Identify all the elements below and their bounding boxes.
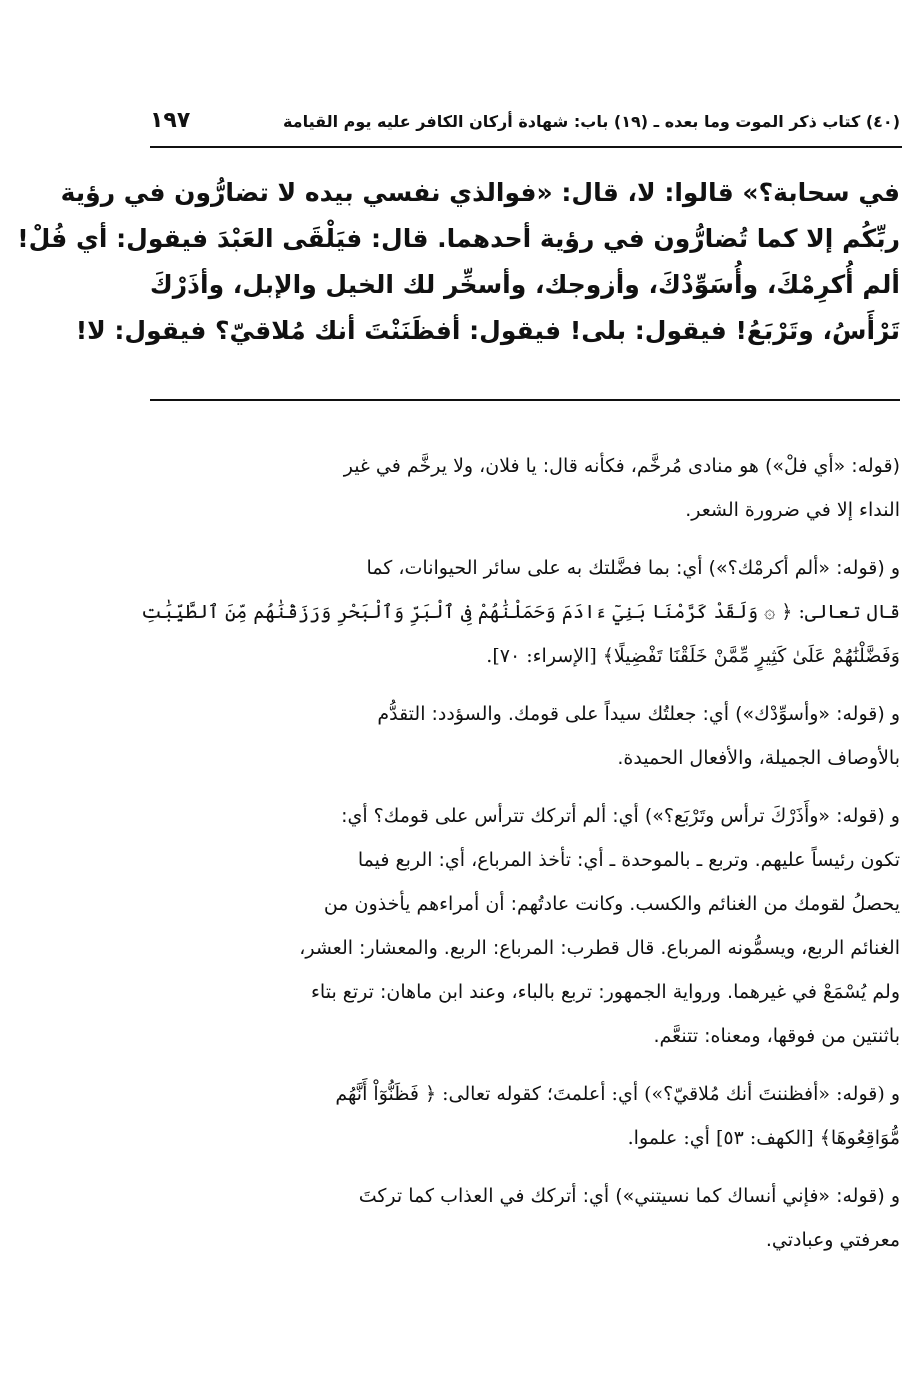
- section-divider: [150, 399, 900, 401]
- hadith-line: تَرْأَسُ، وتَرْبَعُ! فيقول: بلى! فيقول: أفظَنَنْتَ أنك مُلاقيّ؟ فيقول: لا!: [75, 316, 900, 345]
- commentary-paragraph: [148, 1072, 900, 1160]
- paragraph-line: تكون رئيساً عليهم. وتربع ـ بالموحدة ـ أي: تأخذ المرباع، أي: الربع فيما: [357, 849, 900, 871]
- commentary: [141, 444, 900, 1276]
- commentary-paragraph: [148, 444, 900, 532]
- header-divider: [150, 146, 902, 148]
- paragraph-line: (قوله: «أي فلْ») هو منادى مُرخَّم، فكأنه قال: يا فلان، ولا يرخَّم في غير: [343, 455, 900, 477]
- paragraph-line: باثنتين من فوقها، ومعناه: تتنعَّم.: [653, 1025, 900, 1047]
- paragraph-line: و (قوله: «وأسوِّدْك») أي: جعلتُك سيداً على قومك. والسؤدد: التقدُّم: [377, 703, 900, 725]
- paragraph-line: ولم يُسْمَعْ في غيرهما. ورواية الجمهور: تربع بالباء، وعند ابن ماهان: ترتع بتاء: [311, 981, 900, 1003]
- paragraph-line: بالأوصاف الجميلة، والأفعال الحميدة.: [617, 747, 900, 769]
- hadith-line: في سحابة؟» قالوا: لا، قال: «فوالذي نفسي بيده لا تضارُّون في رؤية: [60, 178, 900, 207]
- paragraph-line: و (قوله: «فإني أنساك كما نسيتني») أي: أتركك في العذاب كما تركتَ: [358, 1185, 900, 1207]
- paragraph-line: و (قوله: «وأَذَرْكَ ترأس وتَرْبَع؟») أي: ألم أتركك تترأس على قومك؟ أي:: [341, 805, 900, 827]
- commentary-paragraph: [148, 794, 900, 1058]
- hadith-text: [17, 170, 900, 354]
- hadith-line: ربِّكُم إلا كما تُضارُّون في رؤية أحدهما. قال: فيَلْقَى العَبْدَ فيقول: أي فُلْ!: [17, 224, 900, 253]
- paragraph-line: النداء إلا في ضرورة الشعر.: [685, 499, 900, 521]
- hadith-line: ألم أُكرِمْكَ، وأُسَوِّدْكَ، وأزوجك، وأسخِّر لك الخيل والإبل، وأذَرْكَ: [149, 270, 900, 299]
- commentary-paragraph: [141, 546, 900, 678]
- paragraph-line: و (قوله: «أفظننتَ أنك مُلاقيّ؟») أي: أعلمتَ؛ كقوله تعالى: ﴿ فَظَنُّوٓاْ أَنَّهُم: [335, 1083, 900, 1105]
- chapter-title: (٤٠) كتاب ذكر الموت وما بعده ـ (١٩) باب: شهادة أركان الكافر عليه يوم القيامة: [282, 112, 900, 131]
- quran-verse-line: قال تعالى: ﴿ ۞ وَلَقَدْ كَرَّمْنَا بَنِيٓ ءَادَمَ وَحَمَلْنَٰهُمْ فِى ٱلْبَرِّ وَٱلْبَحْرِ وَرَزَقْنَٰهُم مِّنَ ٱلطَّيِّبَٰتِ: [141, 601, 900, 623]
- paragraph-line: يحصلُ لقومك من الغنائم والكسب. وكانت عادتُهم: أن أمراءهم يأخذون من: [323, 893, 900, 915]
- commentary-paragraph: [148, 1174, 900, 1262]
- running-header: [150, 108, 900, 144]
- paragraph-line: مُّوَاقِعُوهَا﴾ [الكهف: ٥٣] أي: علموا.: [627, 1127, 900, 1149]
- paragraph-line: الغنائم الربع، ويسمُّونه المرباع. قال قطرب: المرباع: الربع. والمعشار: العشر،: [299, 937, 900, 959]
- page-number: ١٩٧: [150, 108, 191, 133]
- commentary-paragraph: [148, 692, 900, 780]
- quran-verse-line: وَفَضَّلْنَٰهُمْ عَلَىٰ كَثِيرٍ مِّمَّنْ خَلَقْنَا تَفْضِيلًا﴾ [الإسراء: ٧٠].: [486, 645, 900, 667]
- paragraph-line: و (قوله: «ألم أكرمْك؟») أي: بما فضَّلتك به على سائر الحيوانات، كما: [366, 557, 900, 579]
- paragraph-line: معرفتي وعبادتي.: [765, 1229, 900, 1251]
